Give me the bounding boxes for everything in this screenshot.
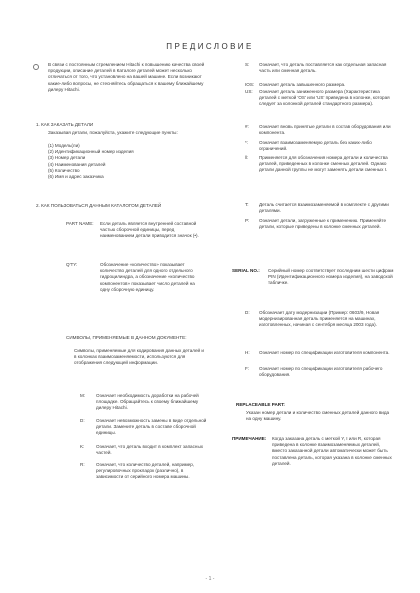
symbol-entry [245,124,395,136]
entry-text: Означает необходимость доработки на рабочей площадке. Обращайтесь к своему ближайшему дилеру Hitachi. [96,393,199,411]
entry-text: Когда заказана деталь с меткой Y, I или R, которая приведена в колонке взаимозаменяемых деталей, вместо заказанной детали автоматически может быть поставлена деталь, которая указана в колонке сменных деталей. [272,436,392,466]
symbol-entry [80,418,208,437]
symbol-entry [80,393,208,412]
entry-text: Применяется для обозначения номера детали и количества деталей, приведенных в колонке сменных деталей. Однако детали данной группы не могут заменять детали сменных I. [259,155,388,173]
entry-text: Означает, что количество деталей, например, регулировочных прокладок (различно), в зависимости от серийного номера машины. [96,462,195,480]
list-item: (6) Имя и адрес заказчика [48,174,104,180]
entry-text: Означает детали, загруженные к применению. Применяйте детали, которые приведены в колонке сменных деталей. [259,218,387,230]
symbols-lead: Символы, применяемые для кодирования данных деталей и в колонках взаимозаменяемости, используются для отображения следующей информации. [74,348,204,366]
symbol-entry [245,155,395,174]
entry-key: D: [245,310,250,315]
entry-key: SERIAL NO.: [232,268,260,273]
entry-key: K: [80,444,85,449]
symbol-entry [245,89,395,108]
entry-key: H: [245,350,250,355]
entry-key: *: [245,140,249,145]
page-title: ПРЕДИСЛОВИЕ [166,42,254,51]
entry-key: #: [245,124,249,129]
entry-text: Означает взаимозаменяемую деталь без каких-либо ограничений. [259,140,372,152]
intro-paragraph: В связи с постоянным стремлением Hitachi к повышению качества своей продукции, описание деталей в Каталоге деталей может несколько отличаться от того, что установлено на вашей машине. Если возникают какие-либо вопросы, не стесняйтесь обращаться к вашему ближайшему дилеру Hitachi. [48,62,205,92]
entry-text: Означает невозможность замены в виде отдельной детали. Замените деталь в составе сборочной единицы. [96,418,207,436]
entry-text: Означает, что деталь входит в комплект запасных частей. [96,444,204,456]
part-name-entry [66,221,206,240]
symbol-entry [245,218,395,230]
entry-key: M: [80,393,86,398]
symbol-entry [245,140,395,152]
page-number: - 1 - [205,576,215,582]
entry-text: Означает деталь заниженного размера (Характеристика деталей с меткой 'OS' или 'US' приведена в колонке, которая следует за колонкой деталей стандартного размера). [259,89,390,107]
section2-heading: 2. КАК ПОЛЬЗОВАТЬСЯ ДАННЫМ КАТАЛОГОМ ДЕТАЛЕЙ [36,203,162,208]
entry-text: Означает номер по спецификации изготовителя рабочего оборудования. [259,366,383,378]
entry-key: S: [245,62,250,67]
replaceable-part-heading: REPLACEABLE PART: [236,402,285,407]
symbol-entry [245,366,395,378]
serial-no-entry [232,268,395,287]
entry-key: Q'TY: [66,262,78,267]
entry-text: Означает вновь принятые детали в состав оборудования или компонента. [259,124,391,136]
entry-text: Деталь считается взаимозаменяемой в комплекте с другими деталями. [259,202,389,214]
symbols-heading: СИМВОЛЫ, ПРИМЕНЯЕМЫЕ В ДАННОМ ДОКУМЕНТЕ: [66,335,187,340]
list-item: (1) Модель(ли) [48,143,80,148]
symbol-entry [245,350,395,356]
list-item: (5) Количество [48,167,80,173]
entry-key: T: [245,202,249,207]
qty-entry [66,262,206,293]
symbol-entry [245,82,395,88]
entry-key: D: [80,418,85,423]
entry-text: Серийный номер соответствует последним шести цифрам PIN (Идентификационного номера изделия), на заводской табличке. [268,268,394,286]
symbol-entry [80,444,208,456]
entry-key: PART NAME: [66,221,94,226]
entry-key: F: [245,366,250,371]
symbol-entry [245,62,395,74]
list-item: (4) Наименования деталей [48,161,106,167]
entry-text: Обозначает дату модернизации (Пример: 0603/9, Новая модернизированная деталь применяется на машинах, изготовленных, начиная с сентября месяца 2003 года). [259,310,380,328]
symbol-entry [245,310,395,329]
entry-text: Если деталь является внутренней составной частью сборочной единицы, перед наименованием детали приводится значок (•). [100,221,199,239]
entry-key: US: [245,89,253,94]
entry-key: ‖: [245,155,249,160]
entry-key: IOS: [245,82,255,87]
section1-lead: Заказывая детали, пожалуйста, укажите следующие пункты: [48,130,178,135]
entry-text: Означает номер по спецификации изготовителя компонента. [259,350,390,355]
replaceable-part-text: Указан номер детали и количество сменных деталей данного вида на одну машину. [246,410,390,422]
list-item: (3) Номер детали [48,155,86,161]
order-items-list [48,143,198,180]
entry-key: R: [80,462,85,467]
entry-text: Обозначение «количество» показывает количество деталей для одного отдельного гидроцилиндра, а обозначение «количество компонентов» показывает число деталей на одну сборочную единицу. [100,262,195,292]
entry-text: Означает, что деталь поставляется как отдельная запасная часть или сменная деталь. [259,62,387,74]
entry-key: P: [245,218,250,223]
symbol-entry [80,462,208,481]
note-bullet-icon [33,64,39,70]
entry-text: Означает деталь завышенного размера. [259,82,346,87]
list-item: (2) Идентификационный номер изделия [48,149,134,155]
note-entry [232,436,395,467]
symbol-entry [245,202,395,214]
entry-key: ПРИМЕЧАНИЕ: [232,436,267,441]
section1-heading: 1. КАК ЗАКАЗАТЬ ДЕТАЛИ [36,122,94,127]
